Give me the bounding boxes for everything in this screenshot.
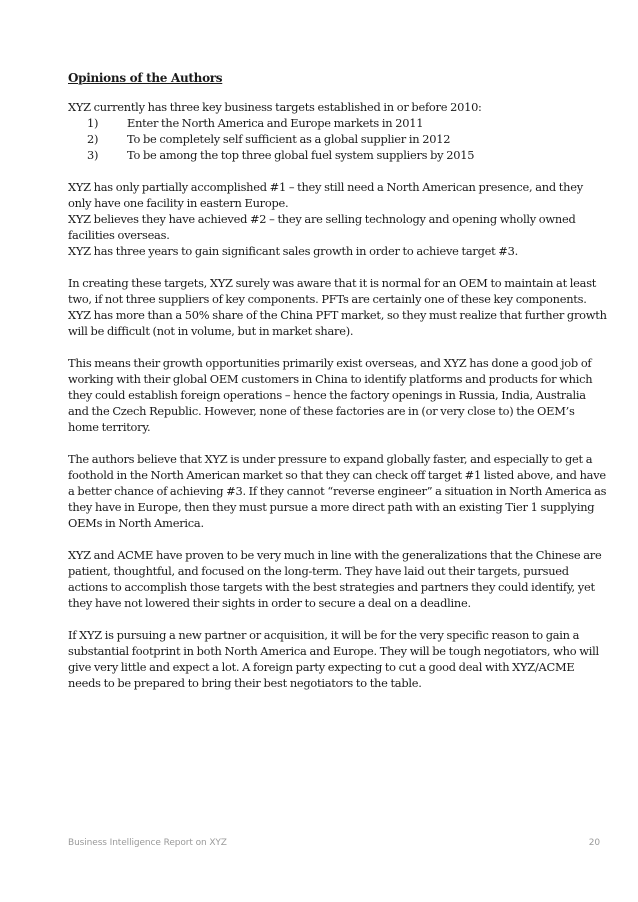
list-number: 3) <box>87 148 99 162</box>
body-paragraph: This means their growth opportunities primarily exist overseas, and XYZ has done a good job of working with their global OEM customers in China to identify platforms and products for which they could establish foreign operations – hence the factory openings in Russia, India, Australia and the Czech Republic. However, none of these factories are in (or very close to) the OEM’s home territory. <box>68 356 593 434</box>
list-text: To be completely self sufficient as a global supplier in 2012 <box>127 132 451 146</box>
list-item <box>68 147 608 163</box>
intro-paragraph: XYZ currently has three key business targets established in or before 2010: <box>68 100 482 114</box>
list-item <box>68 131 608 147</box>
list-text: To be among the top three global fuel system suppliers by 2015 <box>127 148 475 162</box>
section-heading: Opinions of the Authors <box>68 71 223 85</box>
document-page <box>68 70 608 707</box>
targets-list <box>68 115 608 163</box>
footer-title: Business Intelligence Report on XYZ <box>68 838 227 848</box>
status-paragraph: XYZ believes they have achieved #2 – they are selling technology and opening wholly owned facilities overseas. <box>68 212 576 242</box>
list-number: 2) <box>87 132 99 146</box>
body-paragraph: In creating these targets, XYZ surely was aware that it is normal for an OEM to maintain at least two, if not three suppliers of key components. PFTs are certainly one of these key components. XYZ has more than a 50% share of the China PFT market, so they must realize that further growth will be difficult (not in volume, but in market share). <box>68 276 607 338</box>
status-paragraph: XYZ has three years to gain significant sales growth in order to achieve target #3. <box>68 244 518 258</box>
list-text: Enter the North America and Europe markets in 2011 <box>127 116 424 130</box>
body-paragraph: The authors believe that XYZ is under pressure to expand globally faster, and especially to get a foothold in the North American market so that they can check off target #1 listed above, and have a better chance of achieving #3. If they cannot “reverse engineer” a situation in North America as they have in Europe, then they must pursue a more direct path with an existing Tier 1 supplying OEMs in North America. <box>68 452 607 530</box>
page-footer <box>68 838 600 848</box>
page-number: 20 <box>588 838 600 848</box>
status-paragraph: XYZ has only partially accomplished #1 – they still need a North American presence, and they only have one facility in eastern Europe. <box>68 180 583 210</box>
body-paragraph: If XYZ is pursuing a new partner or acquisition, it will be for the very specific reason to gain a substantial footprint in both North America and Europe. They will be tough negotiators, who will give very little and expect a lot. A foreign party expecting to cut a good deal with XYZ/ACME needs to be prepared to bring their best negotiators to the table. <box>68 628 599 690</box>
list-number: 1) <box>87 116 99 130</box>
list-item <box>68 115 608 131</box>
body-paragraph: XYZ and ACME have proven to be very much in line with the generalizations that the Chinese are patient, thoughtful, and focused on the long-term. They have laid out their targets, pursued actions to accomplish those targets with the best strategies and partners they could identify, yet they have not lowered their sights in order to secure a deal on a deadline. <box>68 548 602 610</box>
